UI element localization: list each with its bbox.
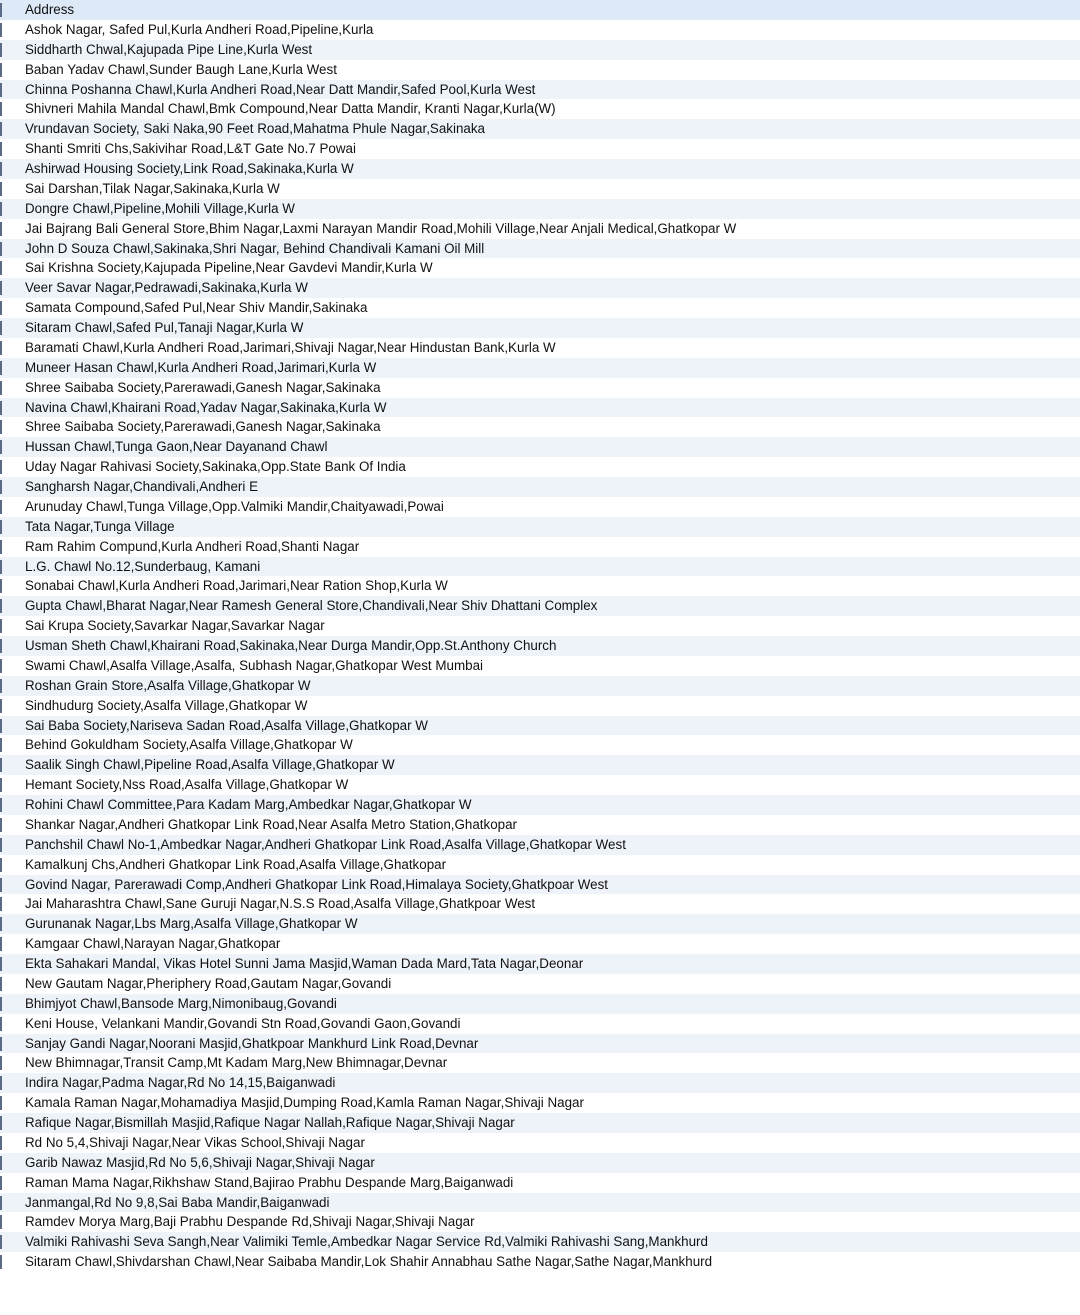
table-row[interactable]: Shree Saibaba Society,Parerawadi,Ganesh Nagar,Sakinaka <box>0 378 1080 398</box>
table-row[interactable]: Bhimjyot Chawl,Bansode Marg,Nimonibaug,Govandi <box>0 994 1080 1014</box>
table-row[interactable]: Jai Bajrang Bali General Store,Bhim Nagar,Laxmi Narayan Mandir Road,Mohili Village,Near Anjali Medical,Ghatkopar W <box>0 219 1080 239</box>
table-row[interactable]: Indira Nagar,Padma Nagar,Rd No 14,15,Baiganwadi <box>0 1073 1080 1093</box>
table-row[interactable]: Sangharsh Nagar,Chandivali,Andheri E <box>0 477 1080 497</box>
table-row[interactable]: New Bhimnagar,Transit Camp,Mt Kadam Marg,New Bhimnagar,Devnar <box>0 1053 1080 1073</box>
table-row[interactable]: Sitaram Chawl,Safed Pul,Tanaji Nagar,Kurla W <box>0 318 1080 338</box>
table-row[interactable]: L.G. Chawl No.12,Sunderbaug, Kamani <box>0 557 1080 577</box>
table-row[interactable]: Sindhudurg Society,Asalfa Village,Ghatkopar W <box>0 696 1080 716</box>
table-row[interactable]: Gupta Chawl,Bharat Nagar,Near Ramesh General Store,Chandivali,Near Shiv Dhattani Complex <box>0 596 1080 616</box>
table-row[interactable]: Shankar Nagar,Andheri Ghatkopar Link Road,Near Asalfa Metro Station,Ghatkopar <box>0 815 1080 835</box>
table-row[interactable]: Ram Rahim Compund,Kurla Andheri Road,Shanti Nagar <box>0 537 1080 557</box>
table-row[interactable]: Rohini Chawl Committee,Para Kadam Marg,Ambedkar Nagar,Ghatkopar W <box>0 795 1080 815</box>
table-row[interactable]: Samata Compound,Safed Pul,Near Shiv Mandir,Sakinaka <box>0 298 1080 318</box>
table-row[interactable]: Shree Saibaba Society,Parerawadi,Ganesh Nagar,Sakinaka <box>0 417 1080 437</box>
table-row[interactable]: Navina Chawl,Khairani Road,Yadav Nagar,Sakinaka,Kurla W <box>0 398 1080 418</box>
table-row[interactable]: Kamgaar Chawl,Narayan Nagar,Ghatkopar <box>0 934 1080 954</box>
column-header-address[interactable]: Address <box>0 0 1080 20</box>
table-row[interactable]: Govind Nagar, Parerawadi Comp,Andheri Ghatkopar Link Road,Himalaya Society,Ghatkpoar West <box>0 875 1080 895</box>
table-row[interactable]: Ekta Sahakari Mandal, Vikas Hotel Sunni Jama Masjid,Waman Dada Mard,Tata Nagar,Deonar <box>0 954 1080 974</box>
table-row[interactable]: Ashok Nagar, Safed Pul,Kurla Andheri Road,Pipeline,Kurla <box>0 20 1080 40</box>
table-row[interactable]: Hemant Society,Nss Road,Asalfa Village,Ghatkopar W <box>0 775 1080 795</box>
table-row[interactable]: Siddharth Chwal,Kajupada Pipe Line,Kurla West <box>0 40 1080 60</box>
table-row[interactable]: John D Souza Chawl,Sakinaka,Shri Nagar, Behind Chandivali Kamani Oil Mill <box>0 239 1080 259</box>
table-row[interactable]: Sai Darshan,Tilak Nagar,Sakinaka,Kurla W <box>0 179 1080 199</box>
table-row[interactable]: New Gautam Nagar,Pheriphery Road,Gautam Nagar,Govandi <box>0 974 1080 994</box>
table-row[interactable]: Vrundavan Society, Saki Naka,90 Feet Road,Mahatma Phule Nagar,Sakinaka <box>0 119 1080 139</box>
table-row[interactable]: Garib Nawaz Masjid,Rd No 5,6,Shivaji Nagar,Shivaji Nagar <box>0 1153 1080 1173</box>
table-row[interactable]: Uday Nagar Rahivasi Society,Sakinaka,Opp.State Bank Of India <box>0 457 1080 477</box>
table-row[interactable]: Ashirwad Housing Society,Link Road,Sakinaka,Kurla W <box>0 159 1080 179</box>
table-row[interactable]: Jai Maharashtra Chawl,Sane Guruji Nagar,N.S.S Road,Asalfa Village,Ghatkpoar West <box>0 894 1080 914</box>
table-row[interactable]: Sai Krupa Society,Savarkar Nagar,Savarkar Nagar <box>0 616 1080 636</box>
table-row[interactable]: Usman Sheth Chawl,Khairani Road,Sakinaka,Near Durga Mandir,Opp.St.Anthony Church <box>0 636 1080 656</box>
table-row[interactable]: Raman Mama Nagar,Rikhshaw Stand,Bajirao Prabhu Despande Marg,Baiganwadi <box>0 1173 1080 1193</box>
table-row[interactable]: Sonabai Chawl,Kurla Andheri Road,Jarimari,Near Ration Shop,Kurla W <box>0 576 1080 596</box>
table-row[interactable]: Kamala Raman Nagar,Mohamadiya Masjid,Dumping Road,Kamla Raman Nagar,Shivaji Nagar <box>0 1093 1080 1113</box>
table-row[interactable]: Janmangal,Rd No 9,8,Sai Baba Mandir,Baiganwadi <box>0 1193 1080 1213</box>
table-row[interactable]: Rd No 5,4,Shivaji Nagar,Near Vikas School,Shivaji Nagar <box>0 1133 1080 1153</box>
table-row[interactable]: Rafique Nagar,Bismillah Masjid,Rafique Nagar Nallah,Rafique Nagar,Shivaji Nagar <box>0 1113 1080 1133</box>
table-row[interactable]: Shivneri Mahila Mandal Chawl,Bmk Compound,Near Datta Mandir, Kranti Nagar,Kurla(W) <box>0 99 1080 119</box>
table-row[interactable]: Baramati Chawl,Kurla Andheri Road,Jarimari,Shivaji Nagar,Near Hindustan Bank,Kurla W <box>0 338 1080 358</box>
table-row[interactable]: Sai Baba Society,Nariseva Sadan Road,Asalfa Village,Ghatkopar W <box>0 716 1080 736</box>
table-row[interactable]: Sanjay Gandi Nagar,Noorani Masjid,Ghatkpoar Mankhurd Link Road,Devnar <box>0 1034 1080 1054</box>
table-row[interactable]: Gurunanak Nagar,Lbs Marg,Asalfa Village,Ghatkopar W <box>0 914 1080 934</box>
table-row[interactable]: Swami Chawl,Asalfa Village,Asalfa, Subhash Nagar,Ghatkopar West Mumbai <box>0 656 1080 676</box>
table-row[interactable]: Veer Savar Nagar,Pedrawadi,Sakinaka,Kurla W <box>0 278 1080 298</box>
table-row[interactable]: Shanti Smriti Chs,Sakivihar Road,L&T Gate No.7 Powai <box>0 139 1080 159</box>
table-row[interactable]: Baban Yadav Chawl,Sunder Baugh Lane,Kurla West <box>0 60 1080 80</box>
table-row[interactable]: Tata Nagar,Tunga Village <box>0 517 1080 537</box>
table-row[interactable]: Keni House, Velankani Mandir,Govandi Stn Road,Govandi Gaon,Govandi <box>0 1014 1080 1034</box>
table-row[interactable]: Kamalkunj Chs,Andheri Ghatkopar Link Road,Asalfa Village,Ghatkopar <box>0 855 1080 875</box>
table-row[interactable]: Hussan Chawl,Tunga Gaon,Near Dayanand Chawl <box>0 437 1080 457</box>
address-rows <box>0 20 1080 1272</box>
table-row[interactable]: Roshan Grain Store,Asalfa Village,Ghatkopar W <box>0 676 1080 696</box>
table-row[interactable]: Saalik Singh Chawl,Pipeline Road,Asalfa Village,Ghatkopar W <box>0 755 1080 775</box>
table-row[interactable]: Muneer Hasan Chawl,Kurla Andheri Road,Jarimari,Kurla W <box>0 358 1080 378</box>
table-row[interactable]: Valmiki Rahivashi Seva Sangh,Near Valimiki Temle,Ambedkar Nagar Service Rd,Valmiki Rahivashi Sang,Mankhurd <box>0 1232 1080 1252</box>
table-row[interactable]: Dongre Chawl,Pipeline,Mohili Village,Kurla W <box>0 199 1080 219</box>
table-row[interactable]: Sai Krishna Society,Kajupada Pipeline,Near Gavdevi Mandir,Kurla W <box>0 258 1080 278</box>
table-row[interactable]: Chinna Poshanna Chawl,Kurla Andheri Road,Near Datt Mandir,Safed Pool,Kurla West <box>0 80 1080 100</box>
table-row[interactable]: Behind Gokuldham Society,Asalfa Village,Ghatkopar W <box>0 735 1080 755</box>
table-row[interactable]: Arunuday Chawl,Tunga Village,Opp.Valmiki Mandir,Chaityawadi,Powai <box>0 497 1080 517</box>
table-row[interactable]: Panchshil Chawl No-1,Ambedkar Nagar,Andheri Ghatkopar Link Road,Asalfa Village,Ghatkopar West <box>0 835 1080 855</box>
table-row[interactable]: Sitaram Chawl,Shivdarshan Chawl,Near Saibaba Mandir,Lok Shahir Annabhau Sathe Nagar,Sathe Nagar,Mankhurd <box>0 1252 1080 1272</box>
table-row[interactable]: Ramdev Morya Marg,Baji Prabhu Despande Rd,Shivaji Nagar,Shivaji Nagar <box>0 1212 1080 1232</box>
